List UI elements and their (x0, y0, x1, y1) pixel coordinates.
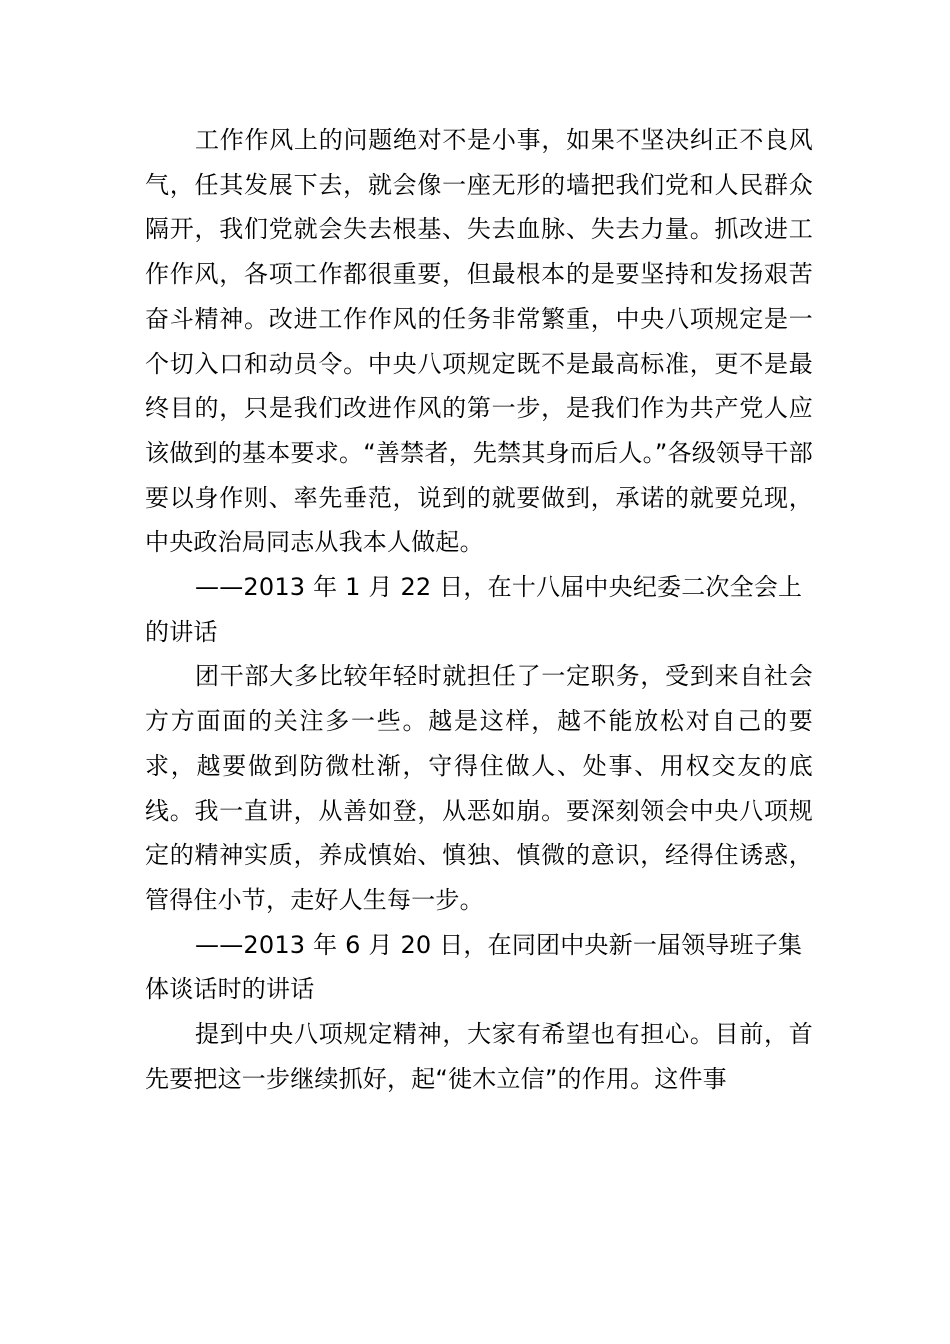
paragraph-quote: 工作作风上的问题绝对不是小事，如果不坚决纠正不良风气，任其发展下去，就会像一座无形的墙把我们党和人民群众隔开，我们党就会失去根基、失去血脉、失去力量。抓改进工作作风，各项工作都很重要，但最根本的是要坚持和发扬艰苦奋斗精神。改进工作作风的任务非常繁重，中央八项规定是一个切入口和动员令。中央八项规定既不是最高标准，更不是最终目的，只是我们改进作风的第一步，是我们作为共产党人应该做到的基本要求。“善禁者，先禁其身而后人。”各级领导干部要以身作则、率先垂范，说到的就要做到，承诺的就要兑现，中央政治局同志从我本人做起。 (145, 126, 813, 557)
paragraph-quote: 团干部大多比较年轻时就担任了一定职务，受到来自社会方方面面的关注多一些。越是这样，越不能放松对自己的要求，越要做到防微杜渐，守得住做人、处事、用权交友的底线。我一直讲，从善如登，从恶如崩。要深刻领会中央八项规定的精神实质，养成慎始、慎独、慎微的意识，经得住诱惑，管得住小节，走好人生每一步。 (145, 662, 813, 914)
paragraph-source: ——2013 年 1 月 22 日，在十八届中央纪委二次全会上的讲话 (145, 573, 803, 646)
paragraph-source: ——2013 年 6 月 20 日，在同团中央新一届领导班子集体谈话时的讲话 (145, 930, 803, 1004)
document-body (145, 118, 813, 1101)
paragraph-quote: 提到中央八项规定精神，大家有希望也有担心。目前，首先要把这一步继续抓好，起“徙木立信”的作用。这件事 (145, 1020, 813, 1093)
